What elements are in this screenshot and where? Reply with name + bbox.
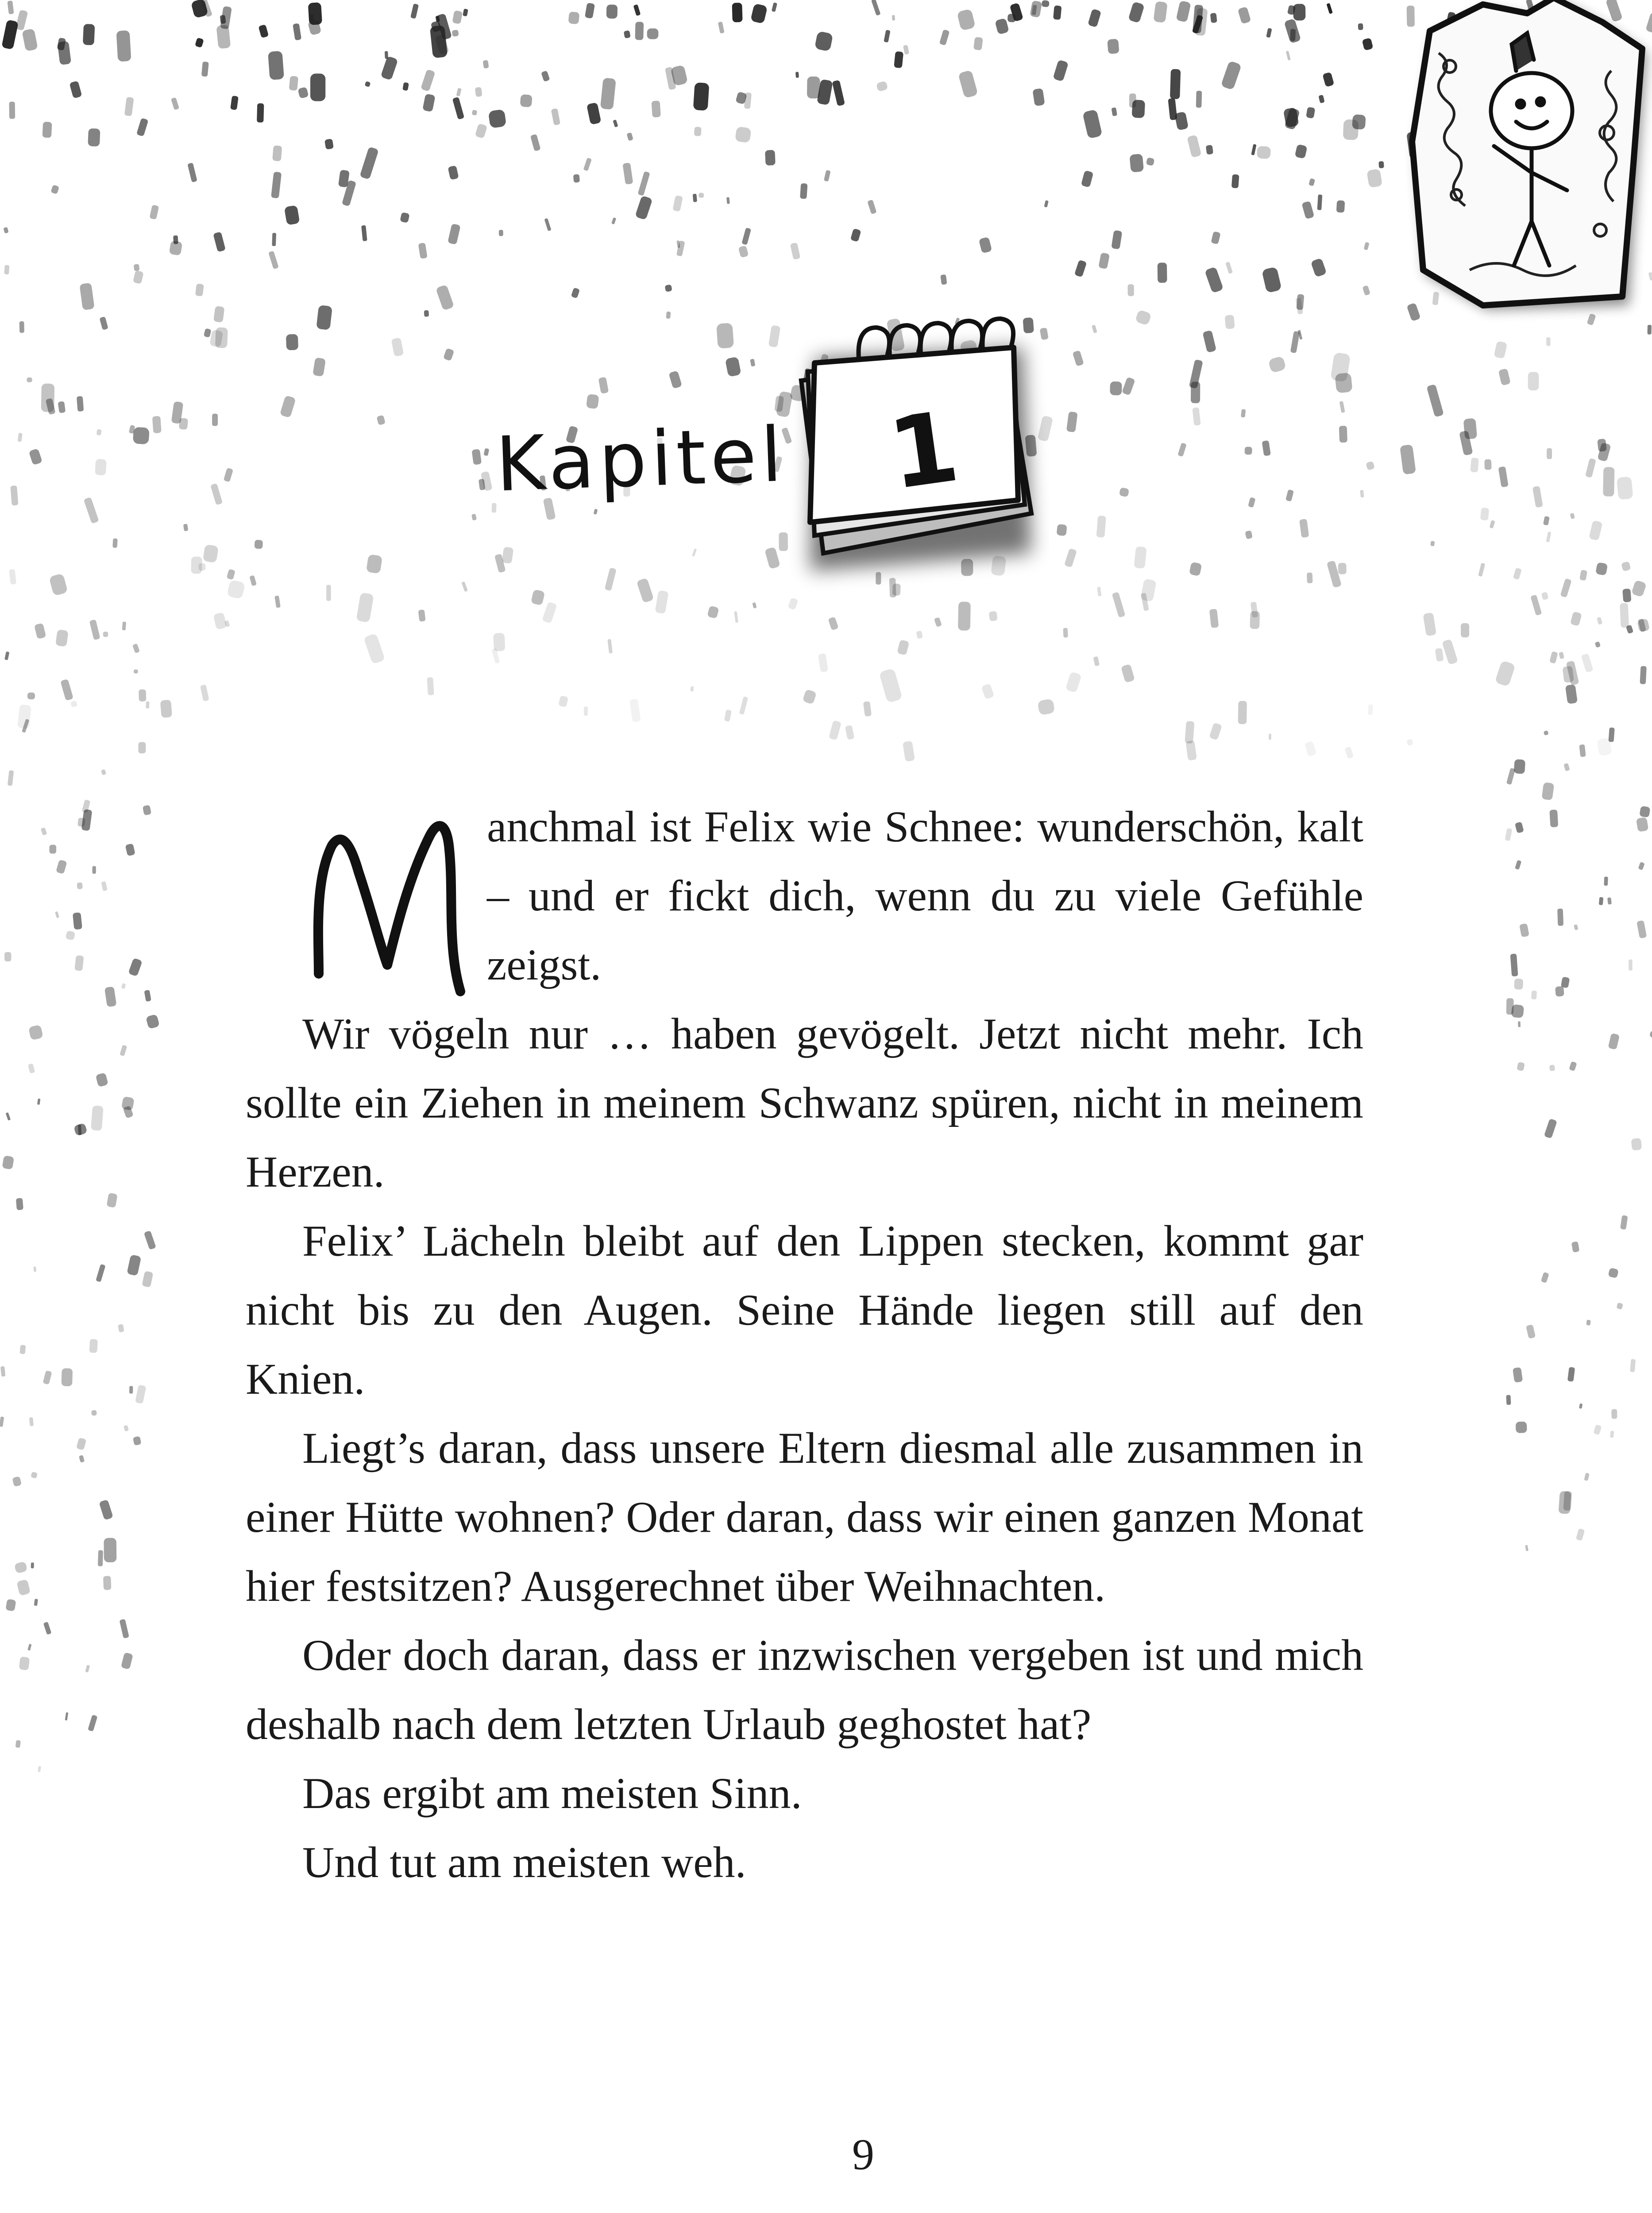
paragraph: Liegt’s daran, dass unsere Eltern diesmal alle zusammen in einer Hütte wohnen? Oder daran, dass wir einen ganzen Monat hier festsitzen? Ausgerechnet über Weihnachten. xyxy=(246,1423,1363,1611)
paragraph: Und tut am meisten weh. xyxy=(302,1838,746,1887)
opening-paragraph xyxy=(246,792,1363,999)
chapter-label: Kapitel xyxy=(494,411,788,509)
opening-text: anchmal ist Felix wie Schnee: wunderschön, kalt – und er fickt dich, wenn du zu viele Gefühle zeigst. xyxy=(487,802,1363,989)
chapter-text xyxy=(246,792,1363,1897)
torn-paper-character-icon xyxy=(1399,0,1652,328)
chapter-heading xyxy=(465,305,1085,615)
paragraph: Oder doch daran, dass er inzwischen vergeben ist und mich deshalb nach dem letzten Urlaub geghostet hat? xyxy=(246,1631,1363,1749)
paragraph: Das ergibt am meisten Sinn. xyxy=(302,1769,802,1818)
chapter-number: 1 xyxy=(882,389,965,512)
page-number: 9 xyxy=(852,2130,874,2179)
paragraph: Wir vögeln nur … haben gevögelt. Jetzt nicht mehr. Ich sollte ein Ziehen in meinem Schwanz spüren, nicht in meinem Herzen. xyxy=(246,1009,1363,1196)
drop-cap-letter xyxy=(305,806,474,1000)
paragraph: Felix’ Lächeln bleibt auf den Lippen stecken, kommt gar nicht bis zu den Augen. Seine Hände liegen still auf den Knien. xyxy=(246,1216,1363,1403)
